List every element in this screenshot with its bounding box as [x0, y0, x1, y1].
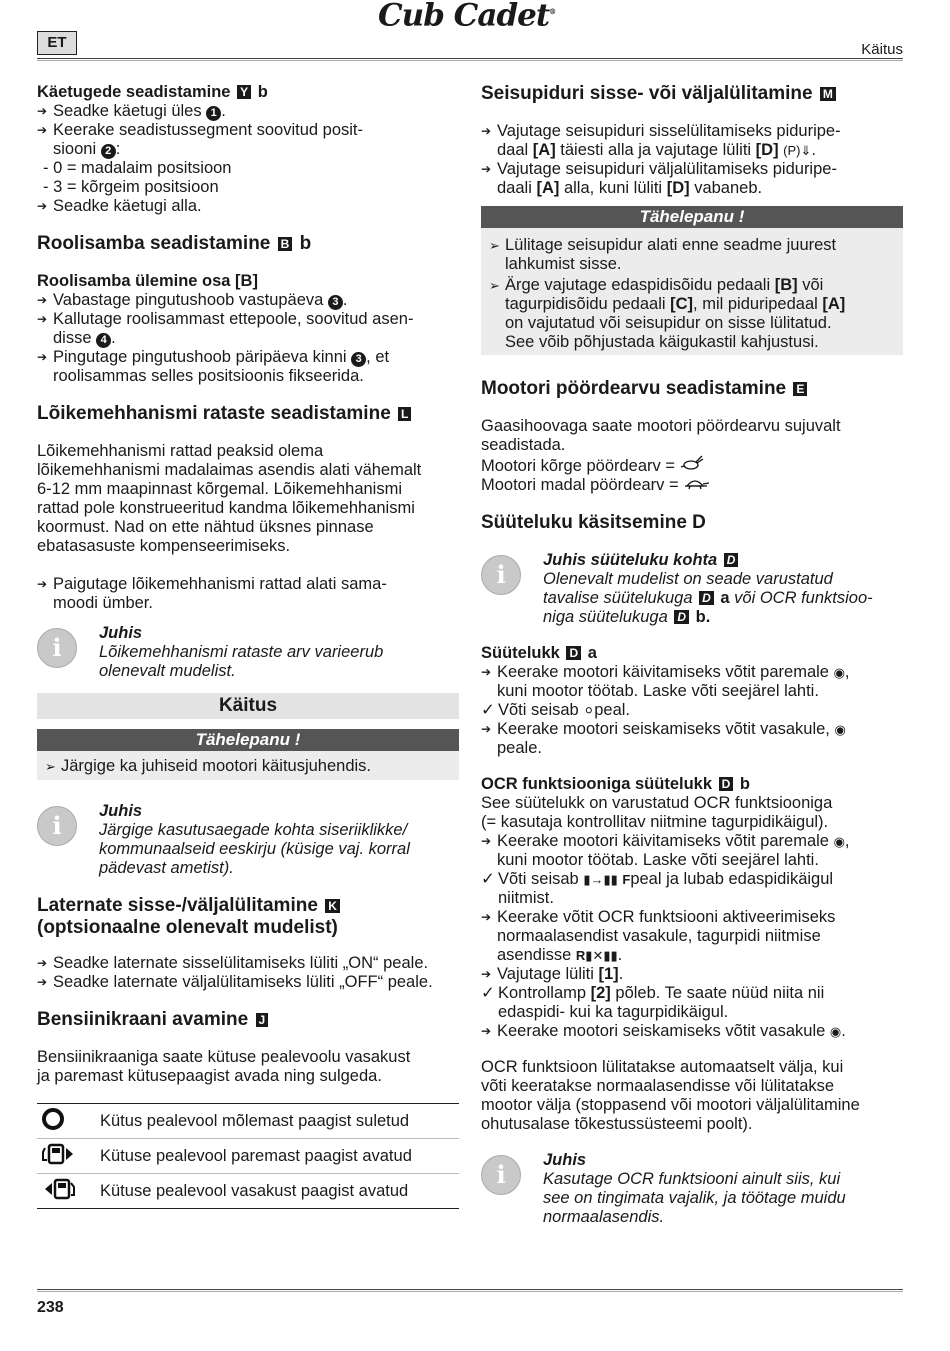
note-text: pädevast ametist). [99, 859, 234, 877]
warning-text: Ärge vajutage edaspidisõidu pedaali [505, 276, 771, 294]
warning-item: ➢ Järgige ka juhiseid mootori käitusjuhendis. [45, 757, 451, 776]
info-note [481, 1151, 903, 1227]
warning-item [489, 236, 895, 274]
figure-ref: D [724, 553, 739, 567]
warning-title: Tähelepanu ! [481, 206, 903, 228]
paragraph-line: 6-12 mm maapinnast kõrgemal. Lõikemehhanismi [37, 480, 402, 498]
check-text: Võti seisab [498, 870, 579, 888]
step-text: Keerake mootori käivitamiseks võtit paremale [497, 663, 829, 681]
info-icon: i [37, 806, 77, 846]
part-ref: [1] [598, 965, 619, 983]
warning-title: Tähelepanu ! [37, 729, 459, 751]
callout-number: 4 [96, 333, 111, 348]
step: ➔ Keerake võtit OCR funktsiooni aktiveerimiseks normaalasendist vasakule, tagurpidi niitmise asendisse R▮✕▮▮. [481, 908, 903, 965]
paragraph-line: See süütelukk on varustatud OCR funktsiooniga [481, 794, 833, 812]
note-text [543, 589, 903, 608]
step-text: Vajutage seisupiduri väljalülitamiseks piduripe- [497, 160, 837, 178]
footer-divider [37, 1289, 903, 1292]
step-text: siooni [53, 140, 97, 158]
warning-text: See võib põhjustada käigukastil kahjustusi. [505, 333, 819, 351]
note-title [543, 551, 903, 570]
step: ➔ Seadke käetugi alla. [37, 197, 459, 216]
step-text: alla, kuni lüliti [563, 179, 663, 197]
step-text: Keerake seadistussegment soovitud posit- [53, 121, 364, 139]
figure-suffix: b. [695, 608, 711, 626]
engine-speed-heading [481, 378, 903, 400]
check-text: niitmist. [498, 889, 554, 907]
wheels-heading [37, 403, 459, 425]
check-text: põleb. Te saate nüüd niita nii [615, 984, 825, 1002]
page-number: 238 [37, 1299, 64, 1316]
left-column [37, 83, 459, 1209]
figure-suffix: b [257, 83, 268, 101]
paragraph-line: lõikemehhanismi madalaimas asendis alati vähemalt [37, 461, 422, 479]
brand-logo-text: Cub Cadet [378, 0, 550, 34]
figure-ref: D [699, 591, 714, 605]
step-text: normaalasendist vasakule, tagurpidi niitmise [497, 927, 821, 945]
note-title-text: Juhis süüteluku kohta [543, 551, 718, 569]
step-text: Kallutage roolisammast ettepoole, soovitud asen- [53, 310, 414, 328]
lights-heading-text: Laternate sisse-/väljalülitamine [37, 895, 318, 916]
step-text: asendisse [497, 946, 572, 964]
right-column [481, 83, 903, 1227]
part-ref: [A] [822, 295, 846, 313]
figure-suffix: b [299, 233, 312, 254]
header-divider [37, 58, 903, 61]
note-text: Järgige kasutusaegade kohta siseriiklikke/ [99, 821, 408, 839]
step [37, 575, 459, 613]
paragraph-text: Mootori kõrge pöördearv = [481, 457, 675, 475]
figure-ref: D [719, 777, 734, 791]
table-cell: Kütuse pealevool paremast paagist avatud [100, 1146, 412, 1165]
step-text: Keerake mootori seiskamiseks võtit vasakule, [497, 720, 830, 738]
check-text: edaspidi- kui ka tagurpidikäigul. [498, 1003, 729, 1021]
ignition-lock-heading-text: Süütelukk [481, 644, 560, 662]
figure-ref: D [674, 610, 689, 624]
table-cell: Kütus pealevool mõlemast paagist suletud [100, 1111, 410, 1130]
warning-text: või [802, 276, 824, 294]
lights-heading [37, 895, 459, 917]
step-text: Keerake mootori seiskamiseks võtit vasakule [497, 1022, 826, 1040]
paragraph-line [481, 476, 903, 495]
paragraph-line: OCR funktsioon lülitatakse automaatselt välja, kui [481, 1058, 844, 1076]
part-ref: [A] [532, 141, 556, 159]
paragraph-text: Mootori madal pöördearv = [481, 476, 679, 494]
brand-logo [378, 0, 556, 34]
armrest-heading [37, 83, 459, 102]
step-text: Seadke käetugi üles [53, 102, 202, 120]
fuel-tap-table [37, 1103, 459, 1209]
engine-start-icon: ◉ [833, 834, 845, 849]
figure-ref: Y [237, 85, 251, 99]
figure-suffix: a [720, 589, 730, 607]
step: ➔ Vajutage lüliti [1]. [481, 965, 903, 984]
fuel-closed-icon [37, 1107, 100, 1135]
warning-text: on vajutatud või seisupidur on sisse lülitatud. [505, 314, 832, 332]
part-ref: [2] [590, 984, 611, 1002]
step-text: disse [53, 329, 92, 347]
step-text: roolisammas selles positsioonis fikseerida. [53, 367, 364, 385]
step: ➔ Vabastage pingutushoob vastupäeva 3 . [37, 291, 459, 310]
note-text: kommunaalseid eeskirju (küsige vaj. korral [99, 840, 410, 858]
note-text-part: tavalise süütelukuga [543, 589, 693, 607]
paragraph-line: Bensiinikraaniga saate kütuse pealevoolu vasakust [37, 1048, 411, 1066]
section-title: Käitus [861, 41, 903, 58]
check-text: peal. [594, 701, 630, 719]
check-item [481, 701, 903, 720]
step: ➔ Kallutage roolisammast ettepoole, soovitud asen- disse 4 . [37, 310, 459, 348]
parking-brake-heading [481, 83, 903, 105]
warning-text: , mil piduripedaal [693, 295, 818, 313]
warning-text: tagurpidisõidu pedaali [505, 295, 666, 313]
note-text: see on tingimata vajalik, ja töötage muidu [543, 1189, 846, 1207]
fuel-tap-heading [37, 1009, 459, 1031]
step: ➔ Keerake seadistussegment soovitud posit- siooni 2 : [37, 121, 459, 159]
reverse-symbol: R [575, 948, 586, 963]
note-text: Lõikemehhanismi rataste arv varieerub [99, 643, 384, 661]
ignition-heading: Süüteluku käsitsemine D [481, 512, 706, 533]
warning-body [37, 751, 459, 780]
step-text: kuni mootor töötab. Laske võti seejärel lahti. [497, 682, 819, 700]
part-ref: [A] [536, 179, 560, 197]
step-text: kuni mootor töötab. Laske võti seejärel lahti. [497, 851, 819, 869]
step: ➔ Keerake mootori käivitamiseks võtit paremale ◉, kuni mootor töötab. Laske võti seejärel lahti. [481, 663, 903, 701]
part-ref: [D] [755, 141, 779, 159]
figure-suffix: a [587, 644, 597, 662]
note-title: Juhis [99, 624, 143, 642]
fuel-right-icon [37, 1142, 100, 1170]
note-text: Kasutage OCR funktsiooni ainult siis, kui [543, 1170, 841, 1188]
paragraph-line: koormust. Nad on ette nähtud üksnes pinnase [37, 518, 374, 536]
figure-ref: D [566, 646, 581, 660]
callout-number: 3 [328, 295, 343, 310]
info-note [481, 551, 903, 627]
info-icon: i [481, 555, 521, 595]
paragraph-line: võti keeratakse normaalasendisse või lülitatakse [481, 1077, 835, 1095]
step-text: Pingutage pingutushoob päripäeva kinni [53, 348, 347, 366]
reverse-mow-icon: ▮✕▮▮ [585, 948, 618, 963]
note-text: Olenevalt mudelist on seade varustatud [543, 570, 833, 588]
fuel-left-icon [37, 1177, 100, 1205]
operation-section-bar: Käitus [37, 693, 459, 719]
step-text: Vabastage pingutushoob vastupäeva [53, 291, 324, 309]
paragraph-line: ohutusalase tõkestussüsteemi poolt). [481, 1115, 753, 1133]
table-row [37, 1104, 459, 1139]
step-text: daal [497, 141, 529, 159]
paragraph-line: mootor välja (stoppasend või mootori väljalülitamine [481, 1096, 860, 1114]
step-text: daali [497, 179, 532, 197]
figure-ref: B [278, 237, 293, 251]
note-text-part: niga süütelukuga [543, 608, 668, 626]
table-cell: Kütuse pealevool vasakust paagist avatud [100, 1181, 409, 1200]
step-text: Vajutage lüliti [497, 965, 594, 983]
part-ref: [C] [670, 295, 694, 313]
option-line: - 0 = madalaim positsioon [43, 159, 232, 177]
step: ➔ Vajutage seisupiduri sisselülitamiseks piduripe- daal [A] täiesti alla ja vajutage lüliti [D] (P)⇓. [481, 122, 903, 160]
figure-suffix: b [739, 775, 750, 793]
info-note [37, 624, 459, 681]
steering-heading-text: Roolisamba seadistamine [37, 233, 271, 254]
ocr-lock-heading [481, 775, 903, 794]
step-text: vabaneb. [694, 179, 763, 197]
table-row [37, 1139, 459, 1174]
note-text [543, 608, 903, 627]
figure-ref: E [793, 382, 807, 396]
part-ref: [D] [666, 179, 690, 197]
note-text-part: või OCR funktsioo- [734, 589, 873, 607]
turtle-icon [683, 476, 711, 494]
forward-symbol: F [622, 872, 631, 887]
table-row [37, 1174, 459, 1208]
paragraph-line: Gaasihoovaga saate mootori pöördearvu sujuvalt [481, 417, 841, 435]
paragraph-line: ebatasasuste kompenseerimiseks. [37, 537, 291, 555]
step: ➔ Seadke käetugi üles 1 . [37, 102, 459, 121]
step-text: peale. [497, 739, 542, 757]
parking-brake-heading-text: Seisupiduri sisse- või väljalülitamine [481, 83, 813, 104]
steering-heading [37, 233, 459, 255]
lights-heading-line2: (optsionaalne olenevalt mudelist) [37, 917, 338, 938]
figure-ref: M [820, 87, 836, 101]
step-text: Keerake mootori käivitamiseks võtit paremale [497, 832, 829, 850]
paragraph-line: Lõikemehhanismi rattad peaksid olema [37, 442, 324, 460]
paragraph-line: (= kasutaja kontrollitav niitmine tagurpidikäigul). [481, 813, 829, 831]
step-text: moodi ümber. [53, 594, 153, 612]
note-text: normaalasendis. [543, 1208, 665, 1226]
stop-icon: ◉ [829, 1024, 842, 1039]
step [481, 720, 903, 758]
check-item [481, 870, 903, 908]
parking-brake-icon: (P) [783, 143, 801, 158]
step-text: Vajutage seisupiduri sisselülitamiseks piduripe- [497, 122, 841, 140]
step: ➔ Keerake mootori seiskamiseks võtit vasakule ◉. [481, 1022, 903, 1041]
check-text: Võti seisab [498, 701, 579, 719]
engine-start-icon: ◉ [833, 665, 845, 680]
fuel-tap-heading-text: Bensiinikraani avamine [37, 1009, 249, 1030]
part-ref: [B] [774, 276, 798, 294]
step: ➔ Seadke laternate sisselülitamiseks lüliti „ON“ peale. [37, 954, 459, 973]
paragraph-line: seadistada. [481, 436, 566, 454]
info-note [37, 802, 459, 878]
callout-number: 3 [351, 352, 366, 367]
info-icon: i [37, 628, 77, 668]
warning-item [489, 276, 895, 352]
steering-subheading: Roolisamba ülemine osa [B] [37, 272, 258, 290]
step: ➔ Seadke laternate väljalülitamiseks lüliti „OFF“ peale. [37, 973, 459, 992]
check-item [481, 984, 903, 1022]
paragraph-line [481, 455, 903, 476]
warning-text: lahkumist sisse. [505, 255, 622, 273]
check-text: Kontrollamp [498, 984, 587, 1002]
warning-body [481, 228, 903, 355]
key-position-icon: ⚪ [583, 703, 595, 718]
check-text: peal ja lubab edaspidikäigul [630, 870, 834, 888]
step-text: Paigutage lõikemehhanismi rattad alati sama- [53, 575, 387, 593]
note-title: Juhis [99, 802, 143, 820]
callout-number: 1 [206, 106, 221, 121]
stop-icon: ◉ [834, 722, 846, 737]
registered-mark: ® [549, 7, 556, 16]
figure-ref: K [325, 899, 340, 913]
step-text: täiesti alla ja vajutage lüliti [560, 141, 752, 159]
engine-speed-heading-text: Mootori pöördearvu seadistamine [481, 378, 787, 399]
paragraph-line: ja paremast kütusepaagist avada ning sulgeda. [37, 1067, 382, 1085]
step: ➔ Keerake mootori käivitamiseks võtit paremale ◉, kuni mootor töötab. Laske võti seejärel lahti. [481, 832, 903, 870]
step [37, 348, 459, 386]
armrest-heading-text: Käetugede seadistamine [37, 83, 231, 101]
ignition-lock-heading [481, 644, 903, 663]
figure-ref: L [398, 407, 411, 421]
note-text: olenevalt mudelist. [99, 662, 236, 680]
option-line: - 3 = kõrgeim positsioon [43, 178, 219, 196]
rabbit-icon [680, 457, 704, 475]
callout-number: 2 [101, 144, 116, 159]
info-icon: i [481, 1155, 521, 1195]
step-text: , et [366, 348, 390, 366]
forward-mow-icon: ▮→▮▮ [583, 872, 618, 887]
note-title: Juhis [543, 1151, 587, 1169]
ocr-lock-heading-text: OCR funktsiooniga süütelukk [481, 775, 713, 793]
language-badge: ET [37, 31, 77, 55]
step-text: Keerake võtit OCR funktsiooni aktiveerimiseks [497, 908, 836, 926]
paragraph-line: rattad pole konstrueeritud kandma lõikemehhanismi [37, 499, 415, 517]
figure-ref: J [256, 1013, 269, 1027]
step [481, 160, 903, 198]
wheels-heading-text: Lõikemehhanismi rataste seadistamine [37, 403, 391, 424]
warning-text: Lülitage seisupidur alati enne seadme juurest [505, 236, 837, 254]
press-down-icon: ⇓ [800, 143, 812, 158]
